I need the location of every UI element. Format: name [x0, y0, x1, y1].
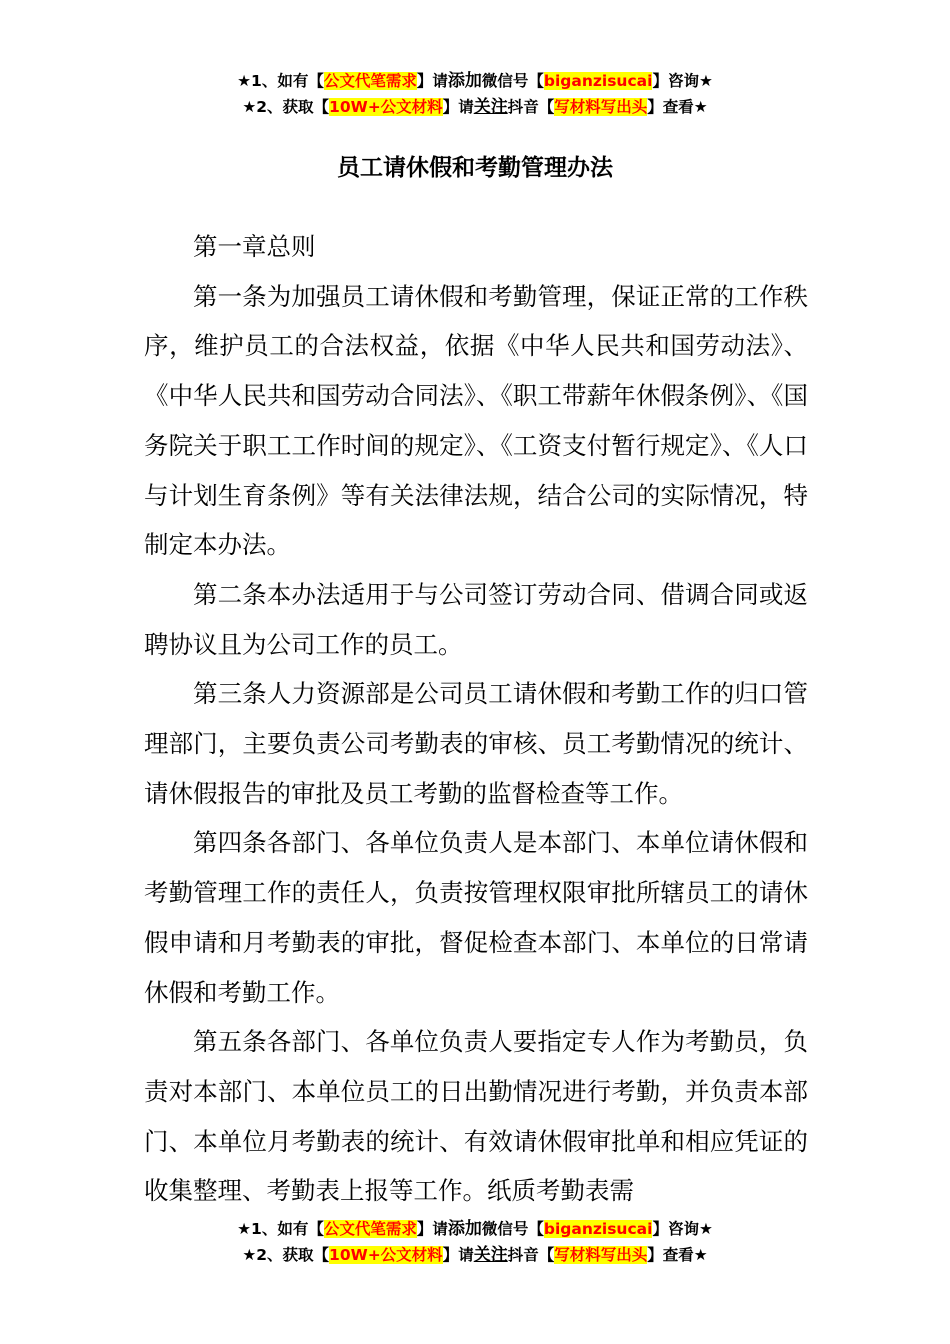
banner-emphasis: 关注: [473, 1245, 508, 1265]
banner-text: ★2、获取【: [242, 1246, 330, 1264]
banner-highlight: 10W+公文材料: [329, 1246, 443, 1264]
banner-line-2: [0, 1242, 950, 1268]
chapter-heading: 第一章总则: [193, 232, 316, 261]
banner-text: 抖音【: [507, 98, 555, 116]
banner-text: 】咨询★: [652, 1220, 713, 1238]
banner-text: 】请: [416, 72, 448, 90]
banner-text: 微信号【: [481, 72, 544, 90]
banner-text: ★1、如有【: [237, 72, 324, 90]
document-body: [144, 222, 808, 1216]
banner-line-2: [0, 94, 950, 120]
article-5: 第五条各部门、各单位负责人要指定专人作为考勤员，负责对本部门、本单位员工的日出勤情况进行考勤，并负责本部门、本单位月考勤表的统计、有效请休假审批单和相应凭证的收集整理、考勤表上报等工作。纸质考勤表需: [144, 1027, 808, 1206]
banner-highlight: 公文代笔需求: [323, 72, 417, 90]
banner-text: 】请: [416, 1220, 448, 1238]
footer-banner: [0, 1216, 950, 1268]
banner-highlight: 公文代笔需求: [323, 1220, 417, 1238]
article-3: 第三条人力资源部是公司员工请休假和考勤工作的归口管理部门，主要负责公司考勤表的审核、员工考勤情况的统计、请休假报告的审批及员工考勤的监督检查等工作。: [144, 679, 808, 808]
header-banner: [0, 68, 950, 120]
banner-text: 微信号【: [481, 1220, 544, 1238]
banner-line-1: [0, 68, 950, 94]
article-1: 第一条为加强员工请休假和考勤管理，保证正常的工作秩序，维护员工的合法权益，依据《中华人民共和国劳动法》、《中华人民共和国劳动合同法》、《职工带薪年休假条例》、《国务院关于职工工作时间的规定》、《工资支付暂行规定》、《人口与计划生育条例》等有关法律法规，结合公司的实际情况，特制定本办法。: [144, 281, 808, 560]
banner-text: 】查看★: [647, 98, 708, 116]
banner-text: 抖音【: [507, 1246, 555, 1264]
banner-emphasis: 关注: [473, 97, 508, 117]
banner-highlight: 10W+公文材料: [329, 98, 443, 116]
banner-emphasis: 添加: [447, 1219, 482, 1239]
banner-text: 】查看★: [647, 1246, 708, 1264]
banner-text: 】请: [442, 98, 474, 116]
banner-emphasis: 添加: [447, 71, 482, 91]
article-2: 第二条本办法适用于与公司签订劳动合同、借调合同或返聘协议且为公司工作的员工。: [144, 579, 808, 659]
article-4: 第四条各部门、各单位负责人是本部门、本单位请休假和考勤管理工作的责任人，负责按管理权限审批所辖员工的请休假申请和月考勤表的审批，督促检查本部门、本单位的日常请休假和考勤工作。: [144, 828, 808, 1007]
banner-highlight: biganzisucai: [543, 1220, 653, 1238]
banner-text: ★2、获取【: [242, 98, 330, 116]
banner-text: 】咨询★: [652, 72, 713, 90]
banner-highlight: 写材料写出头: [554, 98, 648, 116]
banner-line-1: [0, 1216, 950, 1242]
banner-text: 】请: [442, 1246, 474, 1264]
banner-text: ★1、如有【: [237, 1220, 324, 1238]
banner-highlight: biganzisucai: [543, 72, 653, 90]
document-title: 员工请休假和考勤管理办法: [337, 155, 613, 181]
banner-highlight: 写材料写出头: [554, 1246, 648, 1264]
